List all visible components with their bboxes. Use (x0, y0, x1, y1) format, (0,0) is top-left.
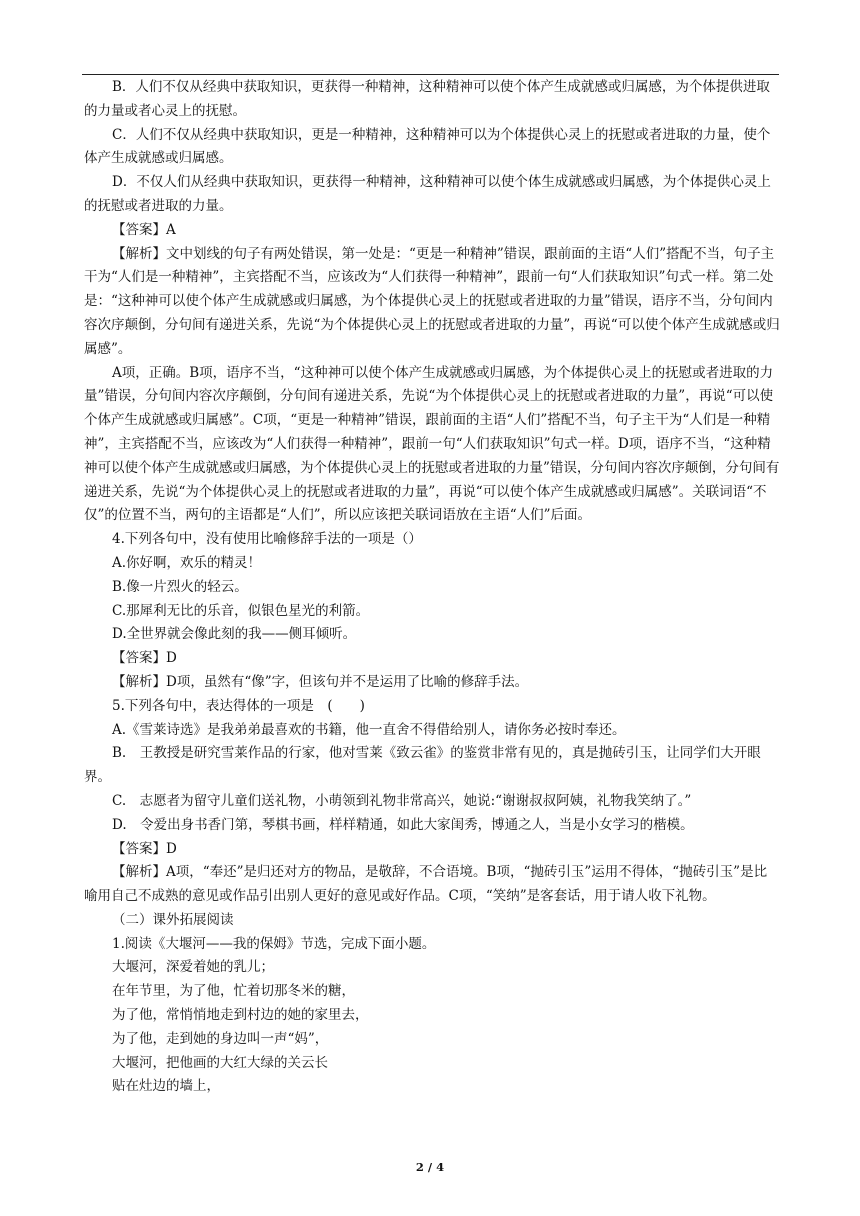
q5-option-a: A.《雪莱诗选》是我弟弟最喜欢的书籍，他一直舍不得借给别人，请你务必按时奉还。 (112, 721, 626, 738)
analysis-paragraph: A项，正确。B项，语序不当，“这种神可以使个体产生成就感或归属感，为个体提供心灵上的抚慰或者进取的力量”错误，分句间内容次序颠倒，分句间有递进关系，先说“为个体提供心灵上的抚慰或者进取的力量”，再说“可以使个体产生成就感或归属感”。C项，“更是一种精神”错误，跟前面的主语“人们”搭配不当，句子主干为“人们是一种精神”，主宾搭配不当，应该改为“人们获得一种精神”，跟前一句“人们获取知识”句式一样。D项，语序不当，“这种精神可以使个体产生成就感或归属感，为个体提供心灵上的抚慰或者进取的力量”错误，分句间内容次序颠倒，分句间有递进关系，先说“为个体提供心灵上的抚慰或者进取的力量”，再说“可以使个体产生成就感或归属感”。关联词语“不仅”的位置不当，两句的主语都是“人们”，所以应该把关联词语放在主语“人们”后面。 (84, 364, 780, 524)
option-c-paragraph: C．人们不仅从经典中获取知识，更是一种精神，这种精神可以为个体提供心灵上的抚慰或者进取的力量，使个体产生成就感或归属感。 (84, 126, 771, 167)
q5-option-c: C. 志愿者为留守儿童们送礼物，小萌领到礼物非常高兴，她说:“谢谢叔叔阿姨，礼物我笑纳了。” (112, 792, 692, 809)
poem-line: 大堰河，深爱着她的乳儿； (112, 959, 274, 976)
poem-line: 为了他，常悄悄地走到村边的她的家里去， (112, 1007, 369, 1024)
answer-line: 【答案】A (112, 221, 176, 238)
poem-line: 为了他，走到她的身边叫一声“妈”， (112, 1030, 329, 1047)
question-4: 4.下列各句中，没有使用比喻修辞手法的一项是（） (112, 531, 422, 548)
question-5: 5.下列各句中，表达得体的一项是 ( ) (112, 697, 365, 714)
analysis-paragraph: 【解析】D项，虽然有“像”字，但该句并不是运用了比喻的修辞手法。 (112, 673, 529, 690)
header-rule (82, 74, 779, 75)
option-b-paragraph: B．人们不仅从经典中获取知识，更获得一种精神，这种精神可以使个体产生成就感或归属感，为个体提供进取的力量或者心灵上的抚慰。 (84, 79, 770, 119)
analysis-paragraph: 【解析】A项，“奉还”是归还对方的物品，是敬辞，不合语境。B项，“抛砖引玉”运用不得体，“抛砖引玉”是比喻用自己不成熟的意见或作品引出别人更好的意见或好作品。C项，“笑纳”是客套话，用于请人收下礼物。 (84, 864, 768, 905)
poem-line: 贴在灶边的墙上， (112, 1078, 220, 1095)
q5-option-b: B. 王教授是研究雪莱作品的行家，他对雪莱《致云雀》的鉴赏非常有见的，真是抛砖引玉，让同学们大开眼界。 (84, 745, 761, 786)
q4-option-d: D.全世界就会像此刻的我——侧耳倾听。 (112, 626, 357, 643)
reading-question-1: 1.阅读《大堰河——我的保姆》节选，完成下面小题。 (112, 935, 436, 952)
poem-line: 大堰河，把他画的大红大绿的关云长 (112, 1054, 328, 1071)
analysis-paragraph: 【解析】文中划线的句子有两处错误，第一处是：“更是一种精神”错误，跟前面的主语“人们”搭配不当，句子主干为“人们是一种精神”，主宾搭配不当，应该改为“人们获得一种精神”，跟前一句“人们获取知识”句式一样。第二处是：“这种神可以使个体产生成就感或归属感，为个体提供心灵上的抚慰或者进取的力量”错误，语序不当，分句间内容次序颠倒，分句间有递进关系，先说“为个体提供心灵上的抚慰或者进取的力量”，再说“可以使个体产生成就感或归属感”。 (84, 245, 780, 357)
q4-option-c: C.那犀利无比的乐音，似银色星光的利箭。 (112, 602, 370, 619)
option-d-paragraph: D．不仅人们从经典中获取知识，更获得一种精神，这种精神可以使个体生成就感或归属感，为个体提供心灵上的抚慰或者进取的力量。 (84, 174, 771, 214)
section-heading: （二）课外拓展阅读 (112, 911, 234, 928)
q4-option-a: A.你好啊，欢乐的精灵！ (112, 554, 262, 571)
poem-line: 在年节里，为了他，忙着切那冬米的糖， (112, 983, 355, 1000)
answer-line: 【答案】D (112, 650, 177, 667)
document-body (84, 76, 780, 1099)
page-number: 2 / 4 (415, 1160, 445, 1174)
q4-option-b: B.像一片烈火的轻云。 (112, 578, 248, 595)
q5-option-d: D. 令爱出身书香门第，琴棋书画，样样精通，如此大家闺秀，博通之人，当是小女学习的楷模。 (112, 816, 694, 833)
answer-line: 【答案】D (112, 840, 177, 857)
